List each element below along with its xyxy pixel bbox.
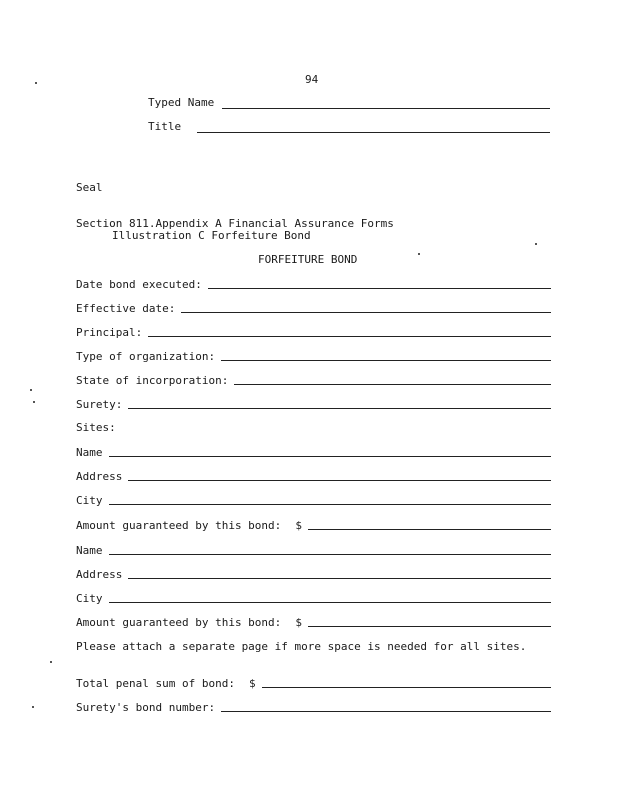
site-2-address-field[interactable] [128,577,551,579]
type-of-organization-label: Type of organization: [76,350,216,363]
typed-name-label: Typed Name [148,96,215,109]
date-bond-executed-label: Date bond executed: [76,278,202,291]
date-bond-executed-row [76,277,551,291]
effective-date-label: Effective date: [76,302,176,315]
surety-label: Surety: [76,398,123,411]
state-of-incorporation-field[interactable] [234,383,551,385]
site-1-address-label: Address [76,470,123,483]
total-penal-sum-currency: $ [248,677,256,690]
type-of-organization-field[interactable] [221,359,551,361]
form-title: FORFEITURE BOND [258,253,358,266]
site-2-currency-symbol: $ [295,616,302,629]
sureties-bond-number-field[interactable] [221,710,551,712]
title-label: Title [148,120,182,133]
scan-speck [30,389,32,391]
site-1-currency-symbol: $ [295,519,302,532]
state-of-incorporation-label: State of incorporation: [76,374,229,387]
site-1-address-field[interactable] [128,479,551,481]
illustration-heading: Illustration C Forfeiture Bond [112,229,311,242]
typed-name-line[interactable] [222,108,550,109]
site-1-name-field[interactable] [109,455,552,457]
principal-field[interactable] [148,335,551,337]
site-2-city-label: City [76,592,103,605]
site-1-amount-row [76,518,551,532]
total-penal-sum-row [76,676,551,690]
section-heading: Section 811.Appendix A Financial Assurance Forms [76,217,394,230]
type-of-organization-row [76,349,551,363]
site-1-name-row [76,445,551,459]
scan-speck [535,243,537,245]
site-1-amount-field[interactable] [308,528,551,530]
site-1-city-field[interactable] [109,503,552,505]
principal-label: Principal: [76,326,143,339]
site-2-city-field[interactable] [109,601,552,603]
sites-label: Sites: [76,421,116,434]
site-2-amount-label: Amount guaranteed by this bond: [76,616,282,629]
date-bond-executed-field[interactable] [208,287,551,289]
site-1-city-row [76,493,551,507]
site-1-amount-label: Amount guaranteed by this bond: [76,519,282,532]
scan-speck [50,661,52,663]
site-2-name-row [76,543,551,557]
site-2-name-label: Name [76,544,103,557]
site-2-amount-field[interactable] [308,625,551,627]
effective-date-row [76,301,551,315]
title-line[interactable] [197,132,550,133]
total-penal-sum-label: Total penal sum of bond: [76,677,235,690]
scan-speck [418,253,420,255]
total-penal-sum-field[interactable] [262,686,551,688]
site-1-name-label: Name [76,446,103,459]
site-2-amount-row [76,615,551,629]
surety-field[interactable] [128,407,551,409]
sureties-bond-number-row [76,700,551,714]
sureties-bond-number-label: Surety's bond number: [76,701,216,714]
site-2-address-label: Address [76,568,123,581]
scan-speck [33,401,35,403]
site-2-city-row [76,591,551,605]
principal-row [76,325,551,339]
attach-note: Please attach a separate page if more space is needed for all sites. [76,640,527,653]
state-of-incorporation-row [76,373,551,387]
site-2-name-field[interactable] [109,553,552,555]
surety-row [76,397,551,411]
site-1-address-row [76,469,551,483]
site-1-city-label: City [76,494,103,507]
site-2-address-row [76,567,551,581]
effective-date-field[interactable] [181,311,551,313]
seal-label: Seal [76,181,103,194]
page-number: 94 [305,73,319,86]
scan-speck [35,82,37,84]
scan-speck [32,706,34,708]
